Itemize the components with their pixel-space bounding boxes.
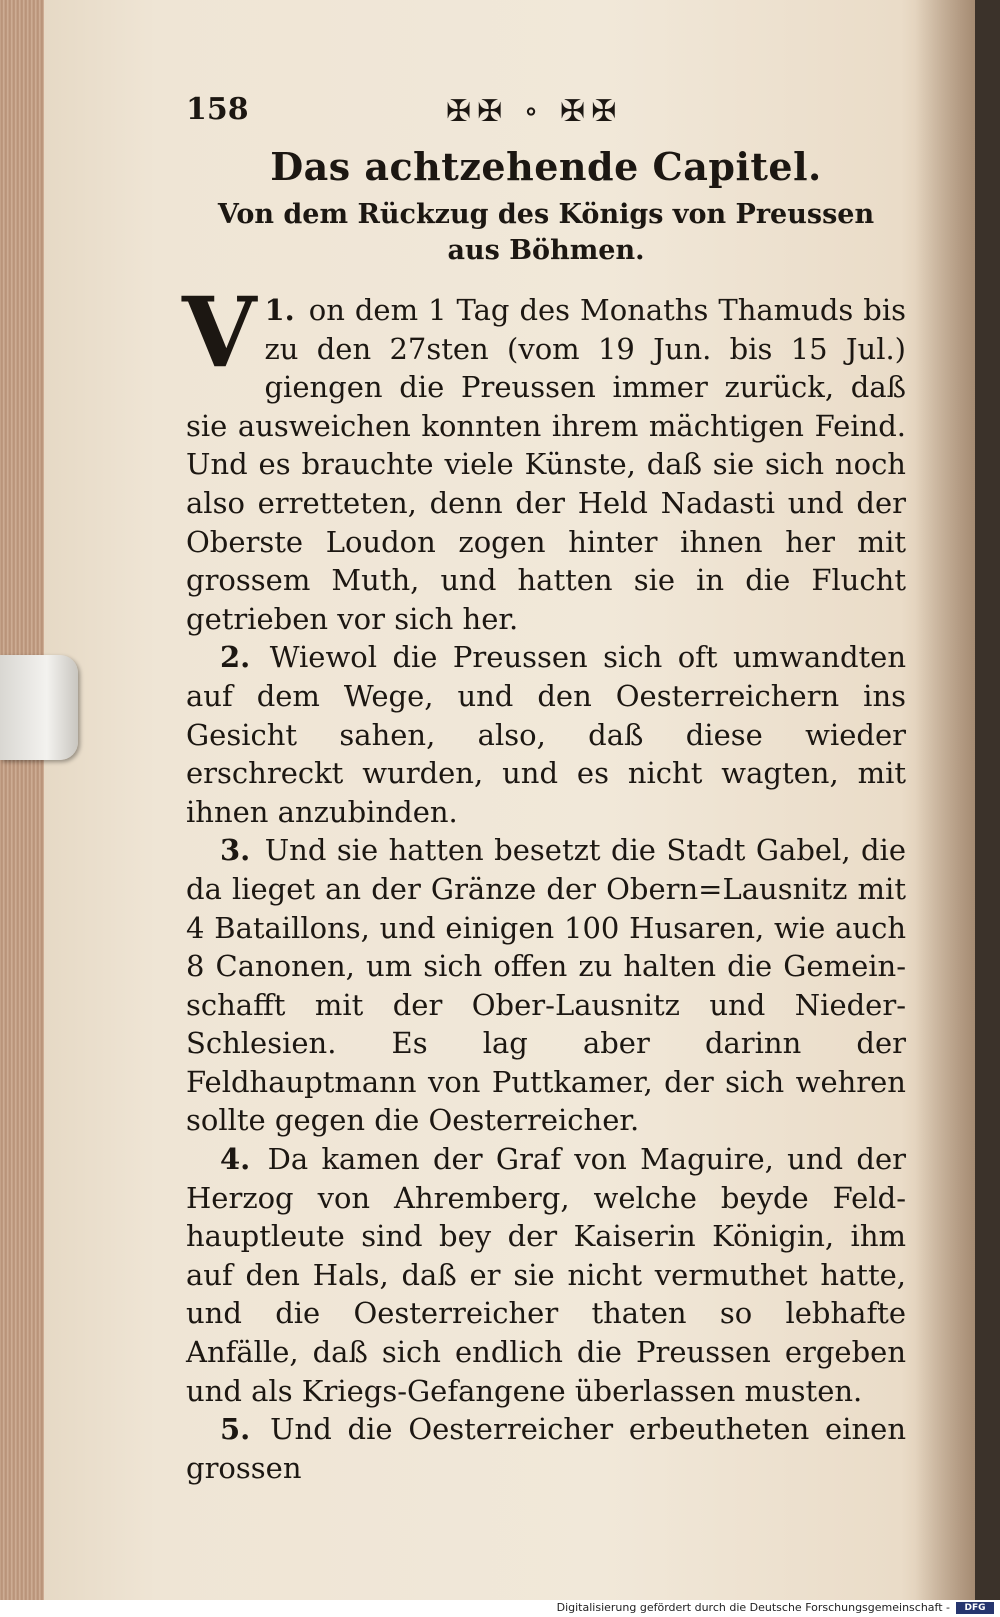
paragraph-text: Wiewol die Preussen sich oft umwandten auf dem Wege, und den Oesterreichern ins Gesicht sahen, also, daß diese wieder erschreckt wurden, und es nicht wagten, mit ihnen anzubinden. — [186, 640, 907, 829]
chapter-title: Das achtzehende Capitel. — [270, 144, 822, 189]
paragraph-5 — [186, 1410, 906, 1487]
dfg-logo: DFG — [956, 1602, 994, 1614]
header-ornament: ✠✠ ∘ ✠✠ — [446, 94, 623, 129]
page-header — [186, 92, 906, 136]
paragraph-2 — [186, 638, 906, 831]
paragraph-number: 5. — [220, 1412, 251, 1447]
paragraph-number: 4. — [220, 1142, 251, 1177]
funding-credit: Digitalisierung gefördert durch die Deutsche Forschungsgemeinschaft - — [556, 1601, 950, 1614]
paragraph-number: 1. — [264, 293, 295, 327]
paragraph-1 — [182, 276, 906, 638]
digitization-footer — [0, 1600, 1000, 1617]
drop-cap: V — [182, 276, 257, 389]
paragraph-text: Und sie hatten besetzt die Stadt Gabel, die da lieget an der Gränze der Obern=Lausnitz mit 4 Bataillons, und einigen 100 Husaren, wie auch 8 Canonen, um sich offen zu halten die Gemeinschafft mit der Ober-Lausnitz und Nieder-Schlesien. Es lag aber darinn der Feldhauptmann von Puttkamer, der sich wehren sollte gegen die Oesterreicher. — [186, 833, 906, 1138]
page-gutter-shadow — [915, 0, 975, 1600]
page-text — [182, 92, 907, 1487]
page-clip — [0, 655, 78, 760]
page-number: 158 — [186, 92, 249, 127]
page-edges — [0, 0, 44, 1600]
paragraph-4 — [186, 1140, 906, 1410]
chapter-subtitle: Von dem Rückzug des Königs von Preussen aus Böhmen. — [217, 199, 875, 266]
paragraph-3 — [186, 831, 906, 1140]
paragraph-number: 3. — [220, 833, 251, 868]
paragraph-number: 2. — [220, 640, 251, 675]
paragraph-text: on dem 1 Tag des Monaths Thamuds bis zu den 27sten (vom 19 Jun. bis 15 Jul.) giengen die Preussen immer zurück, daß sie ausweichen konnten ihrem mächtigen Feind. Und es brauchte viele Künste, daß sie sich noch also erretteten, denn der Held Nadasti und der Oberste Loudon zogen hinter ihnen her mit grossem Muth, und hatten sie in die Flucht getrieben vor sich her. — [186, 293, 906, 636]
paragraph-text: Da kamen der Graf von Maguire, und der Herzog von Ahremberg, welche beyde Feldhauptleute sind bey der Kaiserin Königin, ihm auf den Hals, daß er sie nicht vermuthet hatte, und die Oesterreicher thaten so lebhafte Anfälle, daß sich endlich die Preussen ergeben und als Kriegs-Gefangene überlassen musten. — [186, 1142, 906, 1408]
paragraph-text: Und die Oesterreicher erbeutheten einen grossen — [186, 1412, 907, 1485]
